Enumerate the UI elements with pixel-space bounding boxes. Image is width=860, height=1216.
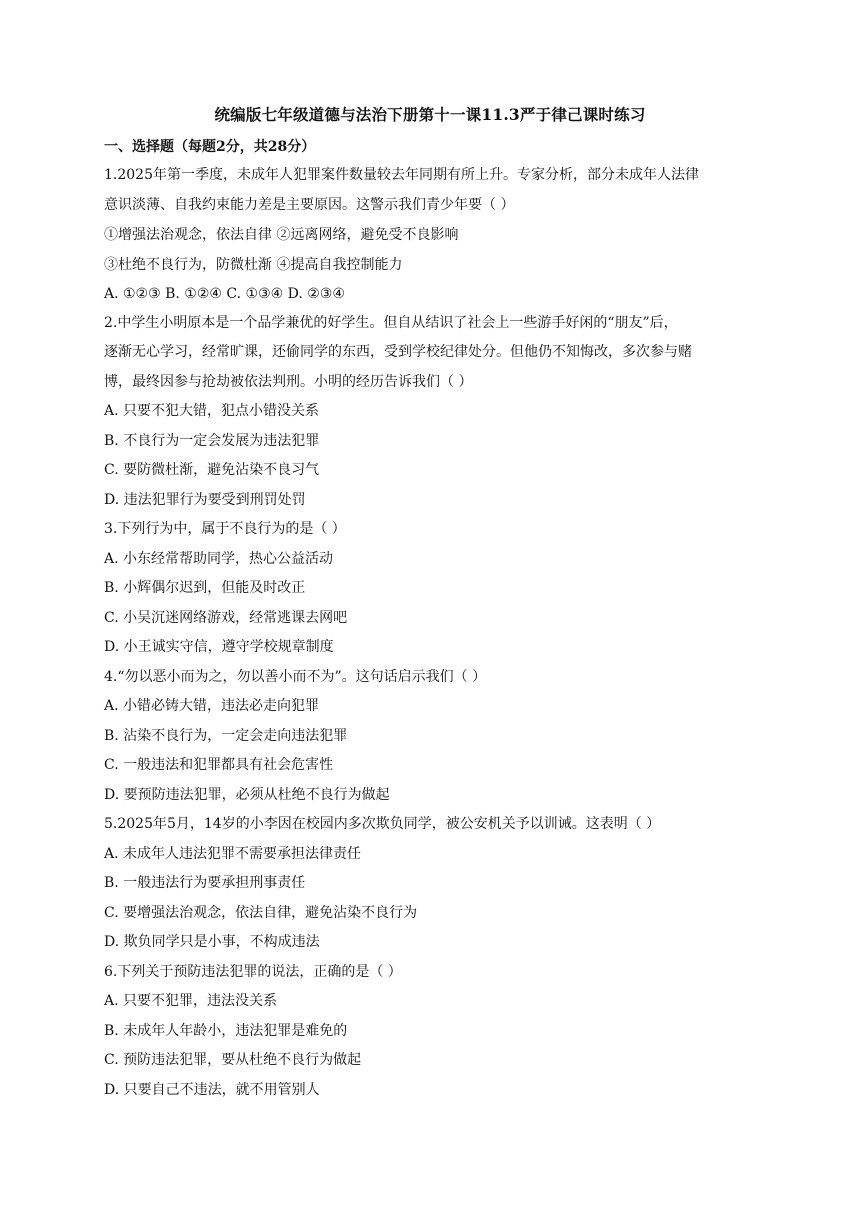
question-4-option-d: D. 要预防违法犯罪，必须从杜绝不良行为做起 — [104, 787, 390, 803]
question-3-option-d: D. 小王诚实守信，遵守学校规章制度 — [104, 639, 334, 655]
question-3-stem: 3.下列行为中，属于不良行为的是（ ） — [104, 521, 346, 537]
question-3-option-b: B. 小辉偶尔迟到，但能及时改正 — [104, 580, 306, 596]
question-4-stem: 4.“勿以恶小而为之，勿以善小而不为”。这句话启示我们（ ） — [104, 669, 487, 685]
question-6-stem: 6.下列关于预防违法犯罪的说法，正确的是（ ） — [104, 964, 402, 980]
question-1-choices: A. ①②③ B. ①②④ C. ①③④ D. ②③④ — [104, 286, 345, 302]
question-1-statements-2: ③杜绝不良行为，防微杜渐 ④提高自我控制能力 — [104, 257, 403, 273]
question-2-option-b: B. 不良行为一定会发展为违法犯罪 — [104, 433, 320, 449]
question-5-stem: 5.2025年5月，14岁的小李因在校园内多次欺负同学，被公安机关予以训诫。这表明（ ） — [104, 816, 661, 832]
question-6-option-b: B. 未成年人年龄小，违法犯罪是难免的 — [104, 1023, 348, 1039]
question-4-option-a: A. 小错必铸大错，违法必走向犯罪 — [104, 698, 320, 714]
question-5-option-c: C. 要增强法治观念，依法自律，避免沾染不良行为 — [104, 905, 418, 921]
question-6-option-c: C. 预防违法犯罪，要从杜绝不良行为做起 — [104, 1052, 362, 1068]
question-6-option-d: D. 只要自己不违法，就不用管别人 — [104, 1082, 320, 1098]
question-3-option-a: A. 小东经常帮助同学，热心公益活动 — [104, 551, 334, 567]
question-2-stem-line-2: 逐渐无心学习，经常旷课，还偷同学的东西，受到学校纪律处分。但他仍不知悔改，多次参与赌 — [104, 344, 692, 360]
question-1-stem-line-1: 1.2025年第一季度，未成年人犯罪案件数量较去年同期有所上升。专家分析，部分未成年人法律 — [104, 167, 699, 183]
question-2-option-a: A. 只要不犯大错，犯点小错没关系 — [104, 403, 320, 419]
question-5-option-b: B. 一般违法行为要承担刑事责任 — [104, 875, 306, 891]
question-5-option-d: D. 欺负同学只是小事，不构成违法 — [104, 934, 320, 950]
document-title: 统编版七年级道德与法治下册第十一课11.3严于律己课时练习 — [214, 105, 646, 124]
question-3-option-c: C. 小吴沉迷网络游戏，经常逃课去网吧 — [104, 610, 348, 626]
question-2-stem-line-3: 博，最终因参与抢劫被依法判刑。小明的经历告诉我们（ ） — [104, 374, 473, 390]
question-2-option-c: C. 要防微杜渐，避免沾染不良习气 — [104, 462, 320, 478]
question-6-option-a: A. 只要不犯罪，违法没关系 — [104, 993, 278, 1009]
question-1-stem-line-2: 意识淡薄、自我约束能力差是主要原因。这警示我们青少年要（ ） — [104, 197, 515, 213]
question-1-statements-1: ①增强法治观念，依法自律 ②远离网络，避免受不良影响 — [104, 227, 459, 243]
question-5-option-a: A. 未成年人违法犯罪不需要承担法律责任 — [104, 846, 362, 862]
question-2-stem-line-1: 2.中学生小明原本是一个品学兼优的好学生。但自从结识了社会上一些游手好闲的“朋友”后， — [104, 315, 678, 331]
section-heading: 一、选择题（每题2分，共28分） — [104, 139, 316, 155]
question-2-option-d: D. 违法犯罪行为要受到刑罚处罚 — [104, 492, 306, 508]
question-4-option-b: B. 沾染不良行为，一定会走向违法犯罪 — [104, 728, 348, 744]
question-4-option-c: C. 一般违法和犯罪都具有社会危害性 — [104, 757, 334, 773]
